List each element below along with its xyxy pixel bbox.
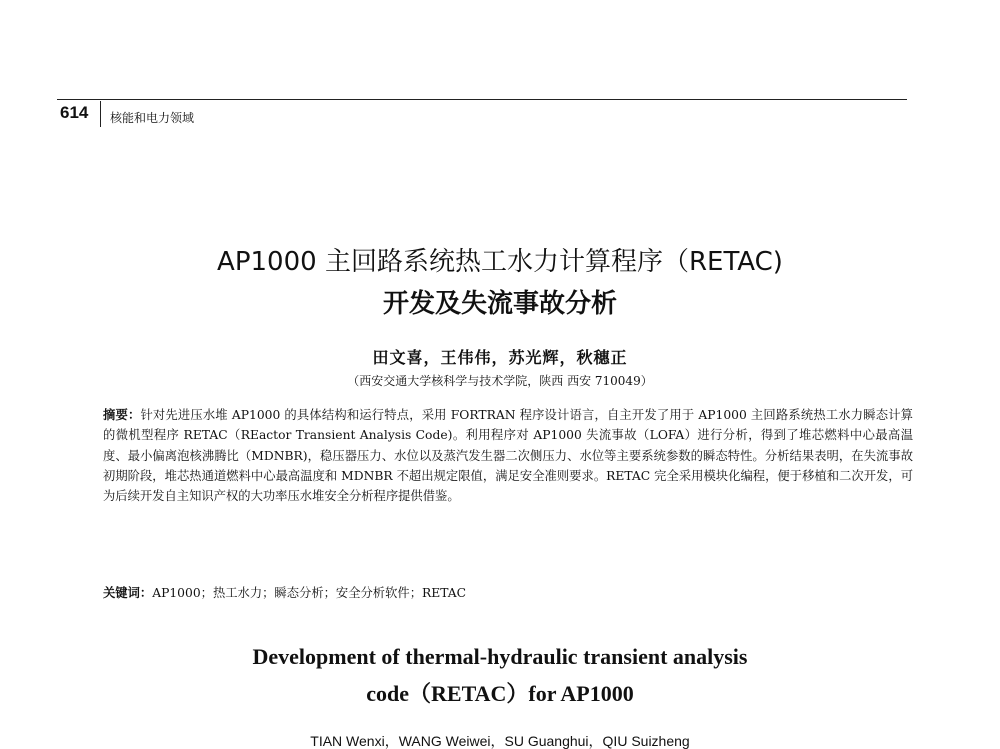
- journal-name: 核能和电力领域: [110, 111, 195, 125]
- abstract: [103, 405, 913, 506]
- abstract-text: 针对先进压水堆 AP1000 的具体结构和运行特点，采用 FORTRAN 程序设计语言，自主开发了用于 AP1000 主回路系统热工水力瞬态计算的微机型程序 RETAC（REactor Transient Analysis Code)。利用程序对 AP1000 失流事故（LOFA）进行分析，得到了堆芯燃料中心最高温度、最小偏离泡核沸腾比（MDNBR)，稳压器压力、水位以及蒸汽发生器二次侧压力、水位等主要系统参数的瞬态特性。分析结果表明，在失流事故初期阶段，堆芯热通道燃料中心最高温度和 MDNBR 不超出规定限值，满足安全准则要求。RETAC 完全采用模块化编程，便于移植和二次开发，可为后续开发自主知识产权的大功率压水堆安全分析程序提供借鉴。: [103, 408, 913, 504]
- chinese-authors: 田文喜，王伟伟，苏光辉，秋穗正: [372, 348, 628, 367]
- abstract-label: 摘要：: [103, 407, 141, 422]
- chinese-title-line-1: AP1000 主回路系统热工水力计算程序（RETAC): [217, 247, 783, 277]
- header-rule: [57, 99, 907, 100]
- keywords-text: AP1000；热工水力；瞬态分析；安全分析软件；RETAC: [152, 586, 467, 600]
- keywords-label: 关键词：: [103, 585, 153, 600]
- keywords: [103, 583, 913, 603]
- english-title-line-1: Development of thermal-hydraulic transient analysis: [252, 644, 748, 669]
- chinese-title-line-2: 开发及失流事故分析: [382, 289, 617, 319]
- chinese-affiliation: （西安交通大学核科学与技术学院，陕西 西安 710049）: [347, 374, 653, 388]
- header-divider: [100, 101, 101, 127]
- english-title-line-2: code（RETAC）for AP1000: [366, 681, 634, 706]
- page-number: 614: [60, 103, 89, 122]
- english-authors: TIAN Wenxi，WANG Weiwei，SU Guanghui，QIU Suizheng: [310, 733, 690, 749]
